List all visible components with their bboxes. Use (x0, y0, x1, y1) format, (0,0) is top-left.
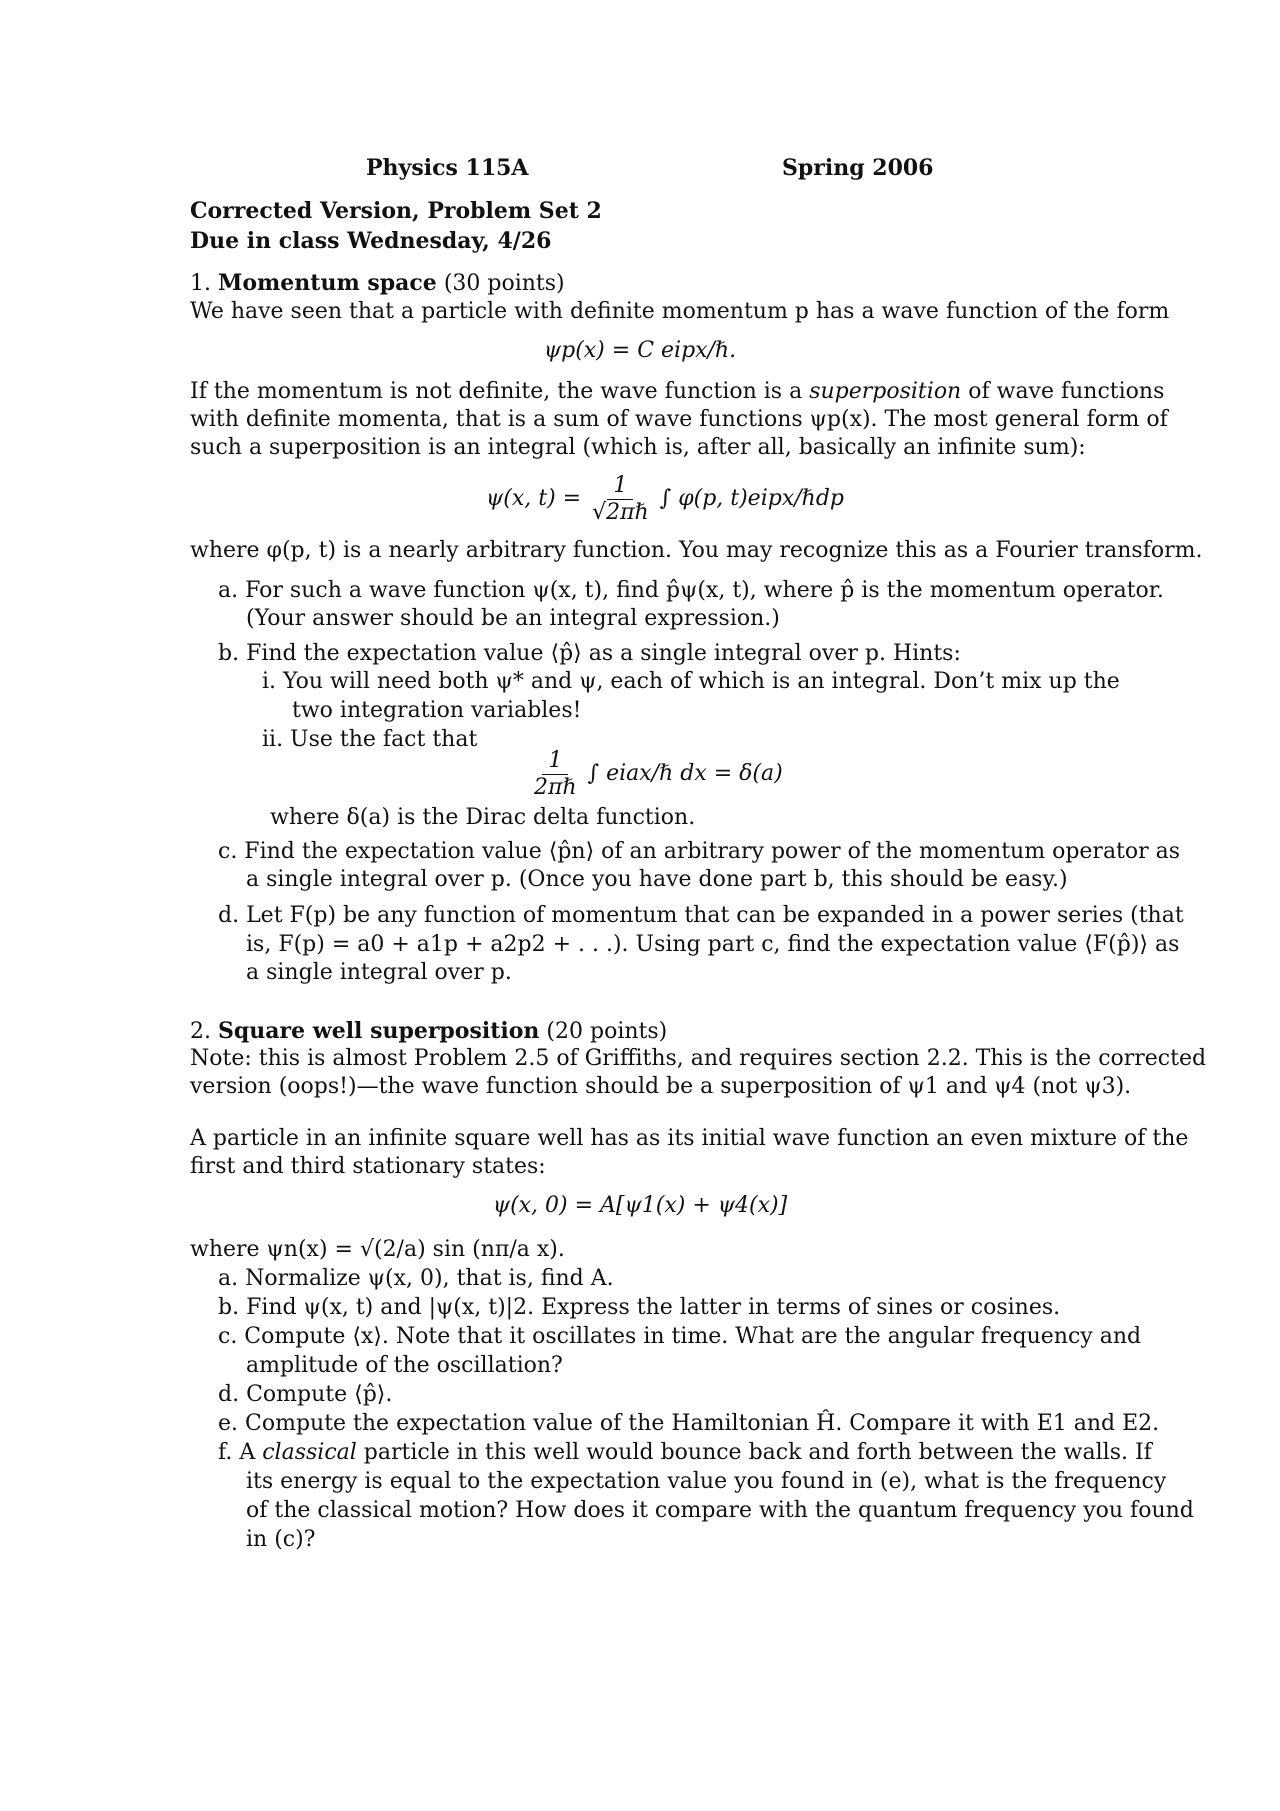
problem-2-para-line-1: A particle in an infinite square well has as its initial wave function an even mixture of the (190, 1126, 1189, 1151)
eq3-rhs: ∫ eiax/ℏ dx = δ(a) (587, 761, 783, 786)
eq3-denominator: 2πℏ (534, 774, 577, 800)
equation-superposition-integral (486, 470, 844, 528)
problem-1-heading (190, 269, 565, 298)
para-text: of wave functions (961, 379, 1165, 404)
problem-2-part-d: d. Compute ⟨p̂⟩. (218, 1382, 393, 1407)
eq3-fraction (534, 748, 577, 801)
term: Spring 2006 (782, 155, 934, 181)
emphasis-classical: classical (262, 1440, 357, 1465)
problem-1-part-d-line-3: a single integral over p. (246, 960, 512, 985)
problem-2-note-line-1: Note: this is almost Problem 2.5 of Griffiths, and requires section 2.2. This is the corrected (190, 1046, 1207, 1071)
problem-2-part-a: a. Normalize ψ(x, 0), that is, find A. (218, 1266, 614, 1291)
problem-1-hint-i-line-2: two integration variables! (292, 698, 582, 723)
problem-2-part-b: b. Find ψ(x, t) and |ψ(x, t)|2. Express the latter in terms of sines or cosines. (218, 1295, 1061, 1320)
equation-delta-identity (530, 745, 783, 803)
problem-1-para-2: where φ(p, t) is a nearly arbitrary function. You may recognize this as a Fourier transform. (190, 538, 1203, 563)
eq2-numerator: 1 (607, 473, 633, 500)
course-title: Physics 115A (366, 155, 529, 181)
problem-1-hint-ii: ii. Use the fact that (262, 727, 478, 752)
equation-initial-wavefunction: ψ(x, 0) = A[ψ1(x) + ψ4(x)] (492, 1193, 788, 1218)
problem-1-part-d-line-1: d. Let F(p) be any function of momentum that can be expanded in a power series (that (218, 903, 1184, 928)
problem-2-part-f-line-1 (218, 1439, 1152, 1467)
problem-2-heading (190, 1017, 667, 1046)
delta-definition: where δ(a) is the Dirac delta function. (270, 805, 696, 830)
problem-2-number: 2. (190, 1019, 211, 1044)
part-f-text: particle in this well would bounce back and forth between the walls. If (356, 1440, 1152, 1465)
problem-2-title: Square well superposition (218, 1018, 540, 1044)
problem-1-part-d-line-2: is, F(p) = a0 + a1p + a2p2 + . . .). Using part c, find the expectation value ⟨F(p̂)⟩ as (246, 932, 1180, 957)
problem-1-part-c-line-2: a single integral over p. (Once you have done part b, this should be easy.) (246, 867, 1068, 892)
eq2-rhs: ∫ φ(p, t)eipx/ℏdp (659, 486, 844, 511)
para-text: If the momentum is not definite, the wave function is a (190, 379, 810, 404)
problem-2-para-line-2: first and third stationary states: (190, 1154, 546, 1179)
problem-2-part-c-line-1: c. Compute ⟨x⟩. Note that it oscillates in time. What are the angular frequency and (218, 1324, 1142, 1349)
problem-2-part-e: e. Compute the expectation value of the Hamiltonian Ĥ. Compare it with E1 and E2. (218, 1411, 1160, 1436)
problem-1-part-b: b. Find the expectation value ⟨p̂⟩ as a single integral over p. Hints: (218, 641, 961, 666)
problem-1-part-a-line-1: a. For such a wave function ψ(x, t), find p̂ψ(x, t), where p̂ is the momentum operator. (218, 578, 1164, 603)
stationary-state-definition: where ψn(x) = √(2/a) sin (nπ/a x). (190, 1237, 565, 1262)
eq2-fraction (592, 473, 649, 526)
problem-2-part-f-line-2: its energy is equal to the expectation value you found in (e), what is the frequency (246, 1469, 1167, 1494)
problem-1-hint-i-line-1: i. You will need both ψ* and ψ, each of which is an integral. Don’t mix up the (262, 669, 1120, 694)
problem-1-title: Momentum space (218, 270, 437, 296)
problem-2-part-f-line-4: in (c)? (246, 1527, 316, 1552)
problem-1-para-line-1 (190, 378, 1164, 406)
problem-1-part-a-line-2: (Your answer should be an integral expression.) (246, 606, 780, 631)
problem-2-points: (20 points) (546, 1019, 668, 1044)
problem-1-number: 1. (190, 271, 211, 296)
problem-1-para-line-3: such a superposition is an integral (which is, after all, basically an infinite sum): (190, 435, 1086, 460)
problem-1-part-c-line-1: c. Find the expectation value ⟨p̂n⟩ of an arbitrary power of the momentum operator as (218, 839, 1181, 864)
problem-1-points: (30 points) (443, 271, 565, 296)
problem-2-note-line-2: version (oops!)—the wave function should be a superposition of ψ1 and ψ4 (not ψ3). (190, 1074, 1132, 1099)
due-date: Due in class Wednesday, 4/26 (190, 228, 552, 254)
eq2-lhs: ψ(x, t) = (486, 486, 582, 511)
problem-2-part-f-line-3: of the classical motion? How does it compare with the quantum frequency you found (246, 1498, 1194, 1523)
equation-plane-wave: ψp(x) = C eipx/ℏ. (543, 338, 737, 363)
part-f-text: f. A (218, 1440, 263, 1465)
eq3-numerator: 1 (542, 748, 568, 775)
problem-1-para-line-2: with definite momenta, that is a sum of wave functions ψp(x). The most general form of (190, 407, 1168, 432)
problem-1-intro: We have seen that a particle with definite momentum p has a wave function of the form (190, 299, 1170, 324)
eq2-denominator: √2πℏ (592, 499, 649, 525)
emphasis-superposition: superposition (809, 379, 962, 404)
problem-2-part-c-line-2: amplitude of the oscillation? (246, 1353, 563, 1378)
version-title: Corrected Version, Problem Set 2 (190, 198, 602, 224)
